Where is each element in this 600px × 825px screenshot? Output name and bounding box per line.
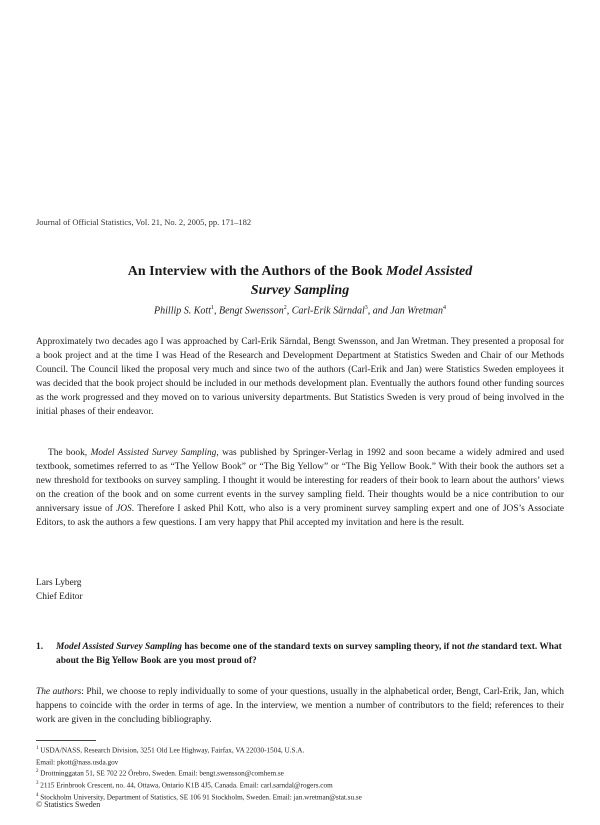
author-footnote-marker: 3 xyxy=(364,305,368,311)
title-plain: An Interview with the Authors of the Book xyxy=(127,264,386,279)
footnote-marker: 4 xyxy=(36,792,39,798)
footnote xyxy=(36,779,564,791)
question-text-part: has become one of the standard texts on survey sampling theory, if not xyxy=(181,642,468,652)
intro-p2-text: . Therefore I asked Phil Kott, who also is a very prominent survey sampling expert and one of JOS’s Associate Editors, to ask the authors a few questions. I am very happy that Phil accepted my invitation and here is the result. xyxy=(36,504,564,529)
title-italic-1: Model Assisted xyxy=(386,264,473,279)
footnote-text: Drottninggatan 51, SE 702 22 Örebro, Sweden. Email: bengt.swensson@comhem.se xyxy=(38,769,284,778)
author-name: Phillip S. Kott xyxy=(154,305,211,317)
intro-paragraph-2 xyxy=(36,446,564,531)
answer-1 xyxy=(36,685,564,727)
author-name: Jan Wretman xyxy=(390,305,443,317)
footnote xyxy=(36,756,564,768)
author-list xyxy=(20,305,580,316)
answer-text: : Phil, we choose to reply individually to some of your questions, usually in the alphabetical order, Bengt, Carl-Erik, Jan, which happens to coincide with the order in terms of age. In the interview, we mention a number of contributors to the field; references to their work are given in the concluding bibliography. xyxy=(36,687,564,726)
author-footnote-marker: 4 xyxy=(442,305,446,311)
footnote-marker: 1 xyxy=(36,746,39,751)
footnote-text: Stockholm University, Department of Statistics, SE 106 91 Stockholm, Sweden. Email: jan.wretman@stat.su.se xyxy=(38,793,362,802)
author-separator: , and xyxy=(367,305,391,317)
footnote xyxy=(36,744,564,756)
footnote-text: USDA/NASS, Research Division, 3251 Old Lee Highway, Fairfax, VA 22030-1504, U.S.A. xyxy=(38,746,305,755)
journal-abbrev-italic: JOS xyxy=(116,504,132,515)
footnote-marker: 3 xyxy=(36,781,39,787)
footnote-rule xyxy=(36,740,96,741)
footnote xyxy=(36,767,564,779)
author-separator: , xyxy=(286,305,292,317)
signature-role: Chief Editor xyxy=(36,592,83,602)
journal-header: Journal of Official Statistics, Vol. 21, No. 2, 2005, pp. 171–182 xyxy=(36,217,252,227)
intro-p2-text: was published by Springer-Verlag in 1992 and soon became a widely admired and used textbook, sometimes referred to as “The Yellow Book” or “The Big Yellow” or “The Big Yellow Book.” With their book the authors set a new threshold for textbooks on survey sampling. I thought it would be interesting for readers of their book to learn about the authors’ views on the creation of the book and on some current events in the survey sampling field. Their thoughts would be a nice contribution to our anniversary issue of xyxy=(36,448,565,515)
title-italic-2: Survey Sampling xyxy=(250,283,350,298)
question-italic: Model Assisted Survey Sampling xyxy=(56,642,182,652)
footnote xyxy=(36,791,564,803)
footnote-text: Email: pkott@nass.usda.gov xyxy=(36,758,119,767)
signature-name: Lars Lyberg xyxy=(36,578,82,588)
question-text-part: standard text. What about the Big Yellow Book are you most proud of? xyxy=(56,642,562,667)
author-name: Bengt Swensson xyxy=(218,305,284,317)
footnote-text: 2115 Erinbrook Crescent, no. 44, Ottawa, Ontario K1B 4J5, Canada. Email: carl.sarndal@rogers.com xyxy=(38,781,333,790)
intro-paragraph-1: Approximately two decades ago I was approached by Carl-Erik Särndal, Bengt Swensson, and Jan Wretman. They presented a proposal for a book project and at the time I was Head of the Research and Development Department at Statistics Sweden and Chair of our Methods Council. The Council liked the proposal very much and since two of the authors (Carl-Erik and Jan) were Statistics Sweden employees it was decided that the book project should be included in our methods development plan. Eventually the authors found other funding sources as the work progressed and they moved on to various university departments. But Statistics Sweden is very proud of being involved in the initial phases of their endeavor. xyxy=(36,337,564,418)
footnotes xyxy=(36,744,564,802)
intro-p2-text: The book, xyxy=(48,448,91,458)
book-title-italic: Model Assisted Survey Sampling, xyxy=(90,448,219,458)
article-title xyxy=(20,262,580,300)
author-name: Carl-Erik Särndal xyxy=(291,305,365,317)
question-text xyxy=(56,640,562,668)
question-number: 1. xyxy=(36,642,44,652)
copyright: © Statistics Sweden xyxy=(36,800,101,809)
footnote-marker: 2 xyxy=(36,769,39,775)
author-footnote-marker: 1 xyxy=(210,305,214,311)
author-footnote-marker: 2 xyxy=(283,305,287,311)
question-italic: the xyxy=(467,642,480,652)
answer-lead: The authors xyxy=(36,687,82,697)
author-separator: , xyxy=(213,305,219,317)
